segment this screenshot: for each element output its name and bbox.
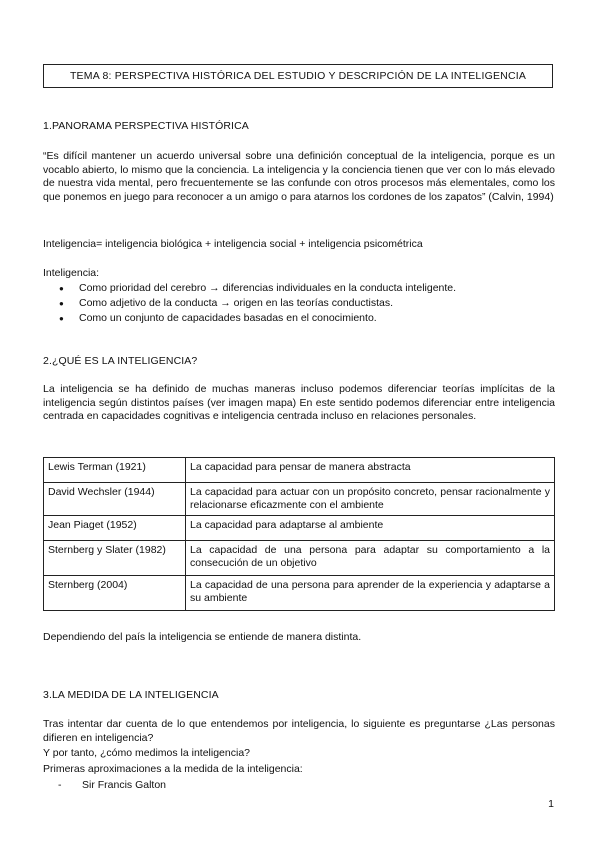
bullet-item: ● Como adjetivo de la conducta → origen en las teorías conductistas. xyxy=(43,296,456,311)
author-cell: Sternberg (2004) xyxy=(44,576,186,611)
measure-question: Y por tanto, ¿cómo medimos la inteligencia? xyxy=(43,747,250,759)
author-cell: Lewis Terman (1921) xyxy=(44,458,186,483)
section-1-heading: 1.PANORAMA PERSPECTIVA HISTÓRICA xyxy=(43,120,249,132)
dash-item-text: Sir Francis Galton xyxy=(82,779,167,791)
section-2-heading: 2.¿QUÉ ES LA INTELIGENCIA? xyxy=(43,355,198,367)
page-number: 1 xyxy=(548,798,554,810)
first-approximations-label: Primeras aproximaciones a la medida de la inteligencia: xyxy=(43,763,303,775)
intelligence-formula: Inteligencia= inteligencia biológica + inteligencia social + inteligencia psicométrica xyxy=(43,238,423,250)
author-cell: David Wechsler (1944) xyxy=(44,483,186,516)
definition-cell: La capacidad para pensar de manera abstracta xyxy=(186,458,555,483)
definition-cell: La capacidad de una persona para aprender de la experiencia y adaptarse a su ambiente xyxy=(186,576,555,611)
definition-cell: La capacidad de una persona para adaptar su comportamiento a la consecución de un objetivo xyxy=(186,541,555,576)
table-row xyxy=(44,458,555,483)
table-row xyxy=(44,516,555,541)
definition-cell: La capacidad para actuar con un propósito concreto, pensar racionalmente y relacionarse eficazmente con el ambiente xyxy=(186,483,555,516)
definitions-table xyxy=(43,457,555,611)
dash-list-item xyxy=(58,779,166,791)
definition-cell: La capacidad para adaptarse al ambiente xyxy=(186,516,555,541)
calvin-quote: “Es difícil mantener un acuerdo universal sobre una definición conceptual de la inteligencia, porque es un vocablo abierto, lo mismo que la conciencia. La inteligencia y la conciencia tienen que ver con lo más elevado de nuestra vida mental, pero frecuentemente se las confunde con otros procesos más elementales, como los que ponemos en juego para reconocer a un amigo o para atarnos los cordones de los zapatos” (Calvin, 1994) xyxy=(43,150,555,203)
table-row xyxy=(44,541,555,576)
table-row xyxy=(44,483,555,516)
intelligence-bullet-list xyxy=(43,281,456,326)
author-cell: Jean Piaget (1952) xyxy=(44,516,186,541)
section-3-intro: Tras intentar dar cuenta de lo que entendemos por inteligencia, lo siguiente es preguntarse ¿Las personas difieren en inteligencia? xyxy=(43,718,555,744)
dash-marker: - xyxy=(58,779,62,791)
section-3-heading: 3.LA MEDIDA DE LA INTELIGENCIA xyxy=(43,689,219,701)
section-2-closing: Dependiendo del país la inteligencia se entiende de manera distinta. xyxy=(43,631,362,643)
bullet-item: ● Como un conjunto de capacidades basadas en el conocimiento. xyxy=(43,311,456,326)
table-row xyxy=(44,576,555,611)
author-cell: Sternberg y Slater (1982) xyxy=(44,541,186,576)
intelligence-list-label: Inteligencia: xyxy=(43,267,100,279)
section-2-intro: La inteligencia se ha definido de muchas maneras incluso podemos diferenciar teorías implícitas de la inteligencia según distintos países (ver imagen mapa) En este sentido podemos diferenciar entre inteligencia centrada en capacidades cognitivas e inteligencia centrada incluso en relaciones personales. xyxy=(43,383,555,422)
document-title: TEMA 8: PERSPECTIVA HISTÓRICA DEL ESTUDIO Y DESCRIPCIÓN DE LA INTELIGENCIA xyxy=(43,64,553,88)
bullet-item: ● Como prioridad del cerebro → diferencias individuales en la conducta inteligente. xyxy=(43,281,456,296)
